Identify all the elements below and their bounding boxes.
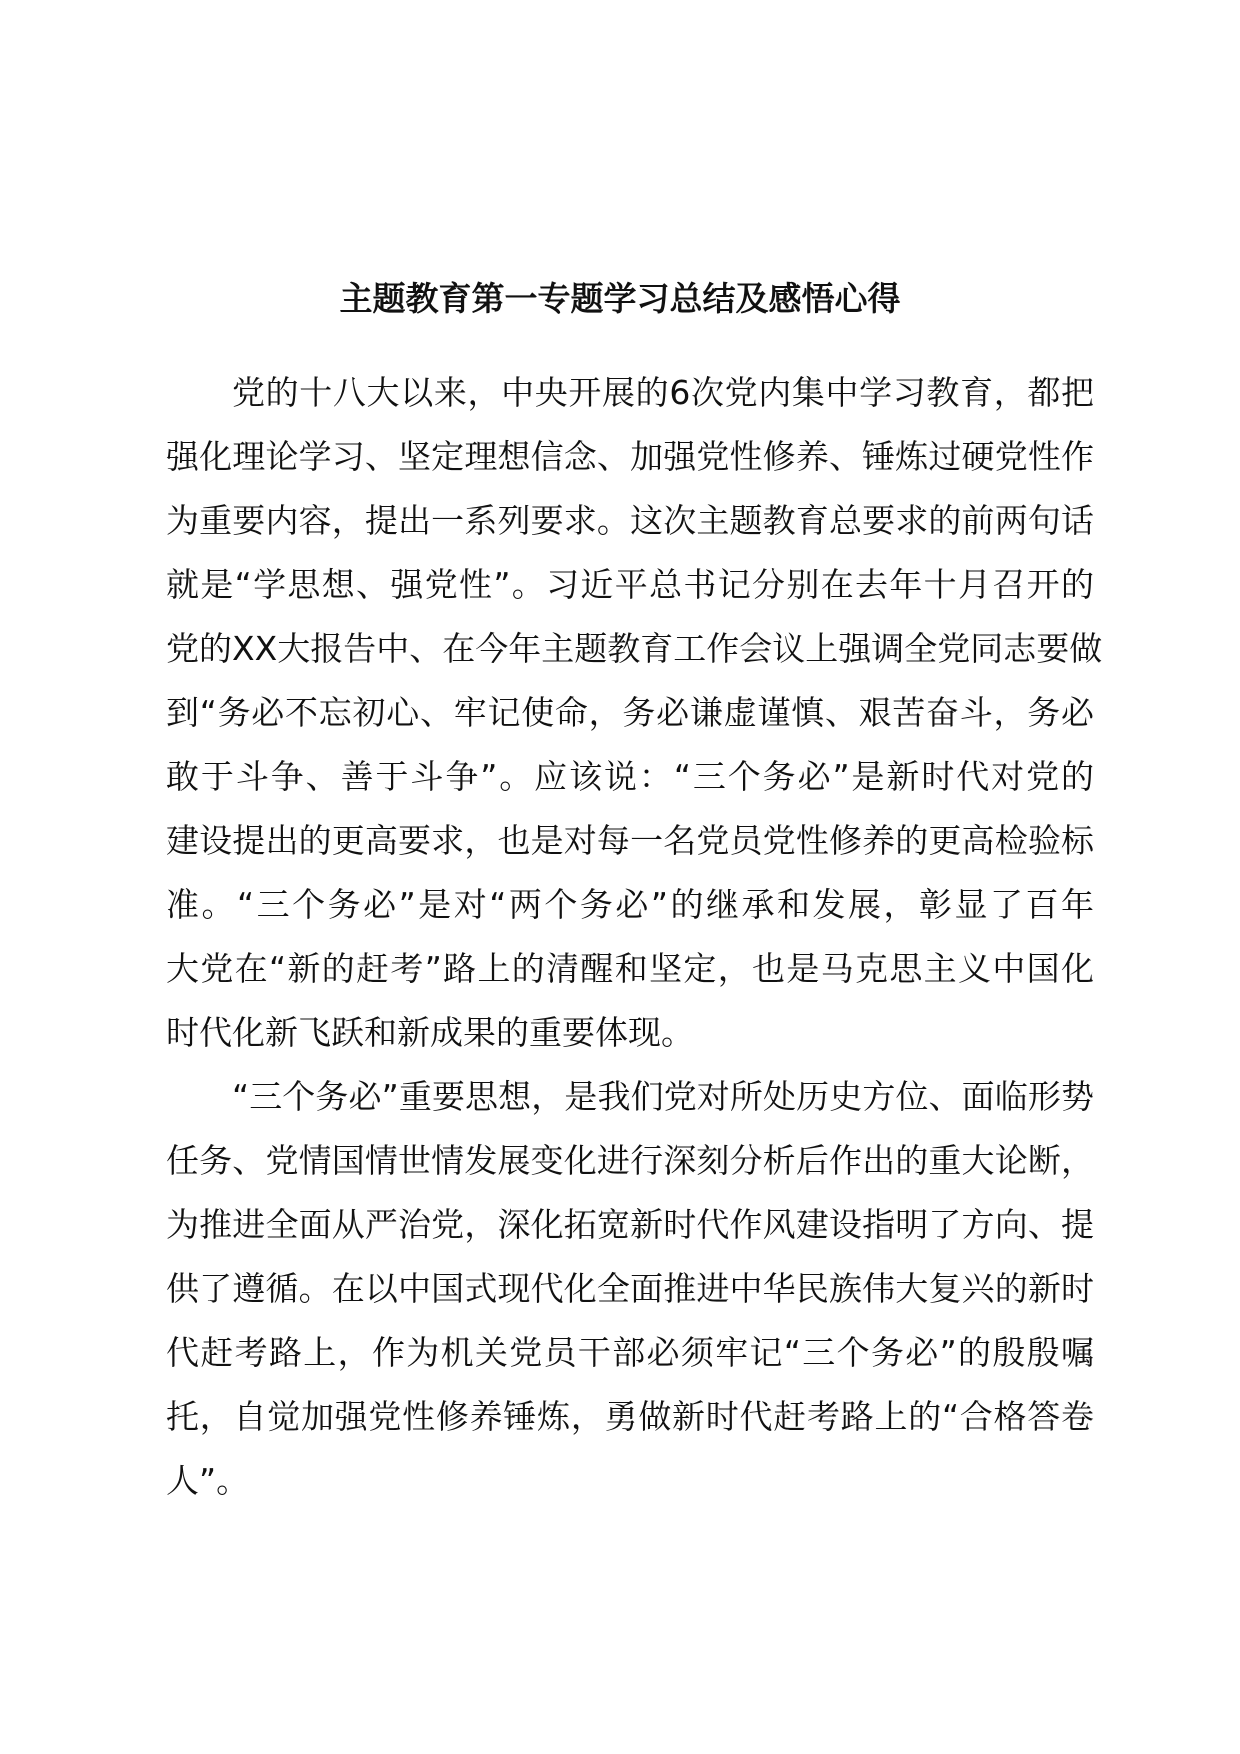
body-line: 代赶考路上，作为机关党员干部必须牢记“三个务必”的殷殷嘱 <box>166 1333 1094 1372</box>
document-body <box>166 361 1103 1513</box>
body-line: 准。“三个务必”是对“两个务必”的继承和发展，彰显了百年 <box>166 885 1094 924</box>
body-line: 时代化新飞跃和新成果的重要体现。 <box>166 1013 694 1052</box>
body-line: 强化理论学习、坚定理想信念、加强党性修养、锤炼过硬党性作 <box>166 437 1094 476</box>
body-line: 党的XX大报告中、在今年主题教育工作会议上强调全党同志要做 <box>166 629 1103 668</box>
body-line: 任务、党情国情世情发展变化进行深刻分析后作出的重大论断， <box>166 1141 1094 1180</box>
body-line: 为重要内容，提出一系列要求。这次主题教育总要求的前两句话 <box>166 501 1094 540</box>
body-line: 党的十八大以来，中央开展的6次党内集中学习教育，都把 <box>232 373 1094 412</box>
body-line: 人”。 <box>166 1461 250 1500</box>
paragraph-1 <box>166 361 1103 1065</box>
body-line: 托，自觉加强党性修养锤炼，勇做新时代赶考路上的“合格答卷 <box>166 1397 1094 1436</box>
body-line: 大党在“新的赶考”路上的清醒和坚定，也是马克思主义中国化 <box>166 949 1094 988</box>
body-line: 就是“学思想、强党性”。习近平总书记分别在去年十月召开的 <box>166 565 1094 604</box>
body-line: 供了遵循。在以中国式现代化全面推进中华民族伟大复兴的新时 <box>166 1269 1094 1308</box>
body-line: “三个务必”重要思想，是我们党对所处历史方位、面临形势 <box>232 1077 1094 1116</box>
body-line: 敢于斗争、善于斗争”。应该说：“三个务必”是新时代对党的 <box>166 757 1094 796</box>
body-line: 到“务必不忘初心、牢记使命，务必谦虚谨慎、艰苦奋斗，务必 <box>166 693 1094 732</box>
body-line: 为推进全面从严治党，深化拓宽新时代作风建设指明了方向、提 <box>166 1205 1094 1244</box>
paragraph-2 <box>166 1065 1094 1513</box>
body-line: 建设提出的更高要求，也是对每一名党员党性修养的更高检验标 <box>166 821 1094 860</box>
document-title: 主题教育第一专题学习总结及感悟心得 <box>339 279 901 318</box>
